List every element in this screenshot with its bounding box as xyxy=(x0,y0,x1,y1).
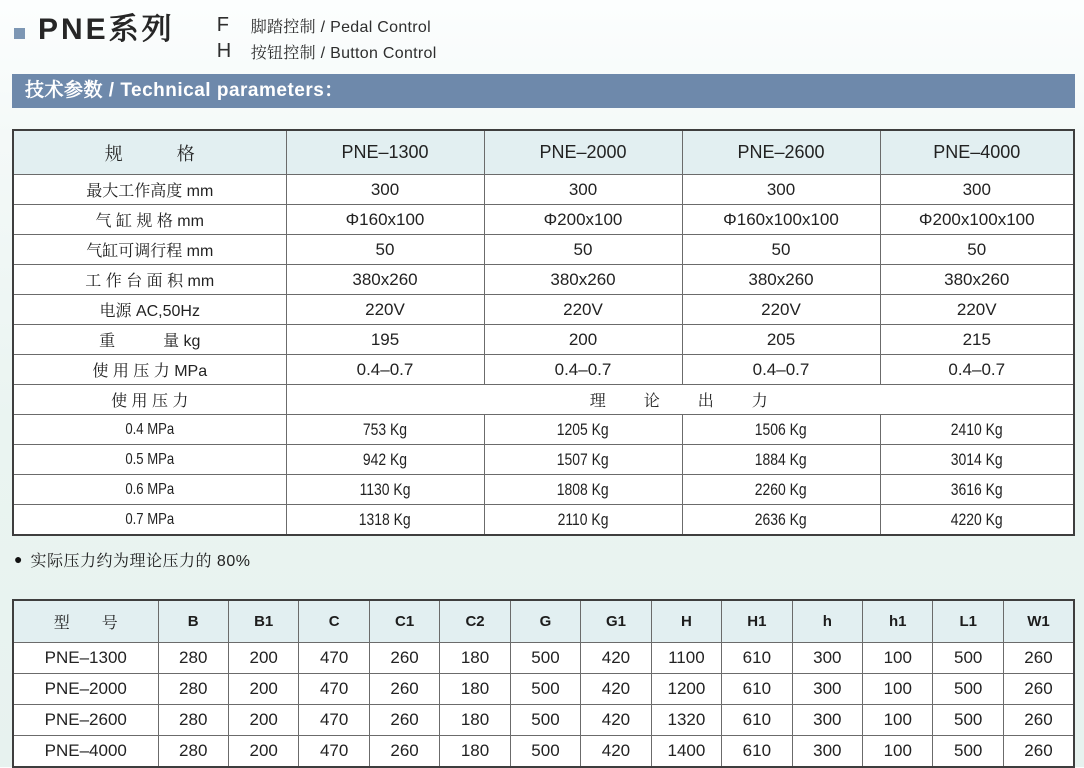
dim-cell: 200 xyxy=(228,736,298,768)
spec-cell: 300 xyxy=(286,175,484,205)
table-row xyxy=(13,445,1074,475)
dim-cell: 280 xyxy=(158,674,228,705)
spec-cell: 50 xyxy=(682,235,880,265)
table-row xyxy=(13,205,1074,235)
dim-cell: 300 xyxy=(792,643,862,674)
dim-cell: 470 xyxy=(299,674,369,705)
dim-cell: 200 xyxy=(228,674,298,705)
pressure-label-text: 0.4 MPa xyxy=(125,420,175,438)
spec-cell: 380x260 xyxy=(286,265,484,295)
dim-cell: 1400 xyxy=(651,736,721,768)
dim-cell: 260 xyxy=(1003,643,1074,674)
output-value: 4220 Kg xyxy=(950,509,1003,529)
dim-cell: 180 xyxy=(440,674,510,705)
dim-cell: 1320 xyxy=(651,705,721,736)
dim-cell: 420 xyxy=(581,736,651,768)
dim-cell: 260 xyxy=(369,705,439,736)
pressure-label-text: 0.5 MPa xyxy=(125,450,175,468)
spec-cell xyxy=(286,445,484,475)
model-name: PNE–1300 xyxy=(13,643,158,674)
legend-label: 脚踏控制 / Pedal Control xyxy=(250,18,431,36)
output-value: 3014 Kg xyxy=(950,449,1003,469)
table-row xyxy=(13,415,1074,445)
dim-cell: 610 xyxy=(722,736,792,768)
dim-cell: 500 xyxy=(933,643,1003,674)
dim-cell: 500 xyxy=(510,674,580,705)
spec-cell xyxy=(484,415,682,445)
span-row-value: 理 论 出 力 xyxy=(286,385,1074,415)
spec-col-header: PNE–2600 xyxy=(682,130,880,175)
dim-cell: 200 xyxy=(228,643,298,674)
table-row xyxy=(13,705,1074,736)
pressure-row-label xyxy=(13,415,286,445)
dim-cell: 280 xyxy=(158,736,228,768)
dim-cell: 260 xyxy=(369,674,439,705)
spec-cell: 380x260 xyxy=(682,265,880,295)
output-value: 1318 Kg xyxy=(359,509,411,529)
dim-cell: 260 xyxy=(369,736,439,768)
spec-cell xyxy=(286,505,484,536)
dim-cell: 500 xyxy=(510,736,580,768)
legend-row-pedal xyxy=(217,12,437,38)
spec-cell: 0.4–0.7 xyxy=(286,355,484,385)
dim-cell: 260 xyxy=(1003,674,1074,705)
spec-cell: 205 xyxy=(682,325,880,355)
spec-cell xyxy=(484,445,682,475)
table-row xyxy=(13,235,1074,265)
spec-cell: 220V xyxy=(880,295,1074,325)
dim-col-header: G xyxy=(510,600,580,643)
dim-cell: 180 xyxy=(440,643,510,674)
spec-cell xyxy=(286,415,484,445)
dim-cell: 180 xyxy=(440,705,510,736)
output-value: 2410 Kg xyxy=(950,419,1003,439)
dim-cell: 100 xyxy=(863,674,933,705)
dim-col-header: C1 xyxy=(369,600,439,643)
pressure-row-label xyxy=(13,475,286,505)
spec-cell xyxy=(880,445,1074,475)
spec-cell: 300 xyxy=(484,175,682,205)
dim-col-header: G1 xyxy=(581,600,651,643)
circle-bullet-icon: ● xyxy=(14,551,23,567)
dim-cell: 470 xyxy=(299,736,369,768)
dim-cell: 260 xyxy=(369,643,439,674)
dim-cell: 280 xyxy=(158,643,228,674)
spec-cell xyxy=(880,475,1074,505)
model-name: PNE–2600 xyxy=(13,705,158,736)
dim-cell: 500 xyxy=(933,736,1003,768)
dim-col-header: B xyxy=(158,600,228,643)
control-legend xyxy=(217,8,437,64)
spec-cell xyxy=(484,475,682,505)
spec-cell: 220V xyxy=(286,295,484,325)
table-row xyxy=(13,674,1074,705)
dimension-table xyxy=(12,599,1075,768)
output-value: 942 Kg xyxy=(362,449,408,469)
note-text: 实际压力约为理论压力的 80% xyxy=(30,552,251,570)
output-value: 1130 Kg xyxy=(359,479,411,499)
spec-cell: 220V xyxy=(682,295,880,325)
output-value: 753 Kg xyxy=(362,419,408,439)
spec-cell xyxy=(682,415,880,445)
table-row xyxy=(13,295,1074,325)
output-value: 3616 Kg xyxy=(950,479,1003,499)
table-row xyxy=(13,643,1074,674)
table-row xyxy=(13,736,1074,768)
dim-cell: 100 xyxy=(863,736,933,768)
spec-cell: Φ160x100 xyxy=(286,205,484,235)
dim-cell: 610 xyxy=(722,674,792,705)
dim-cell: 300 xyxy=(792,674,862,705)
dim-cell: 1100 xyxy=(651,643,721,674)
dim-cell: 100 xyxy=(863,643,933,674)
pressure-row-label xyxy=(13,445,286,475)
output-value: 1808 Kg xyxy=(557,479,609,499)
spec-col-header: PNE–1300 xyxy=(286,130,484,175)
dim-cell: 260 xyxy=(1003,736,1074,768)
spec-cell: 0.4–0.7 xyxy=(682,355,880,385)
spec-col-header: 规 格 xyxy=(13,130,286,175)
spec-cell: 215 xyxy=(880,325,1074,355)
dim-col-header: C xyxy=(299,600,369,643)
dim-cell: 470 xyxy=(299,643,369,674)
dim-cell: 420 xyxy=(581,705,651,736)
spec-cell: 300 xyxy=(682,175,880,205)
spec-cell: 300 xyxy=(880,175,1074,205)
dim-cell: 200 xyxy=(228,705,298,736)
table-row xyxy=(13,505,1074,536)
dim-cell: 500 xyxy=(933,705,1003,736)
model-name: PNE–2000 xyxy=(13,674,158,705)
dim-col-header: W1 xyxy=(1003,600,1074,643)
dim-col-header: h xyxy=(792,600,862,643)
spec-cell: 0.4–0.7 xyxy=(484,355,682,385)
spec-cell: 380x260 xyxy=(880,265,1074,295)
actual-pressure-note xyxy=(14,547,1084,571)
spec-cell xyxy=(880,505,1074,536)
dim-cell: 1200 xyxy=(651,674,721,705)
output-value: 1884 Kg xyxy=(755,449,807,469)
dim-cell: 300 xyxy=(792,705,862,736)
spec-cell xyxy=(880,415,1074,445)
spec-cell: Φ200x100 xyxy=(484,205,682,235)
dim-cell: 260 xyxy=(1003,705,1074,736)
spec-cell: Φ160x100x100 xyxy=(682,205,880,235)
table-row xyxy=(13,265,1074,295)
pressure-label-text: 0.7 MPa xyxy=(125,510,175,528)
section-banner: 技术参数 / Technical parameters： xyxy=(12,74,1075,108)
theoretical-output-row xyxy=(13,385,1074,415)
spec-header-row xyxy=(13,130,1074,175)
output-value: 2260 Kg xyxy=(755,479,807,499)
dim-cell: 420 xyxy=(581,674,651,705)
dim-cell: 500 xyxy=(510,643,580,674)
spec-cell xyxy=(682,475,880,505)
dim-cell: 500 xyxy=(510,705,580,736)
spec-cell: 220V xyxy=(484,295,682,325)
output-value: 2110 Kg xyxy=(557,509,609,529)
dim-cell: 100 xyxy=(863,705,933,736)
output-value: 1506 Kg xyxy=(755,419,807,439)
table-row xyxy=(13,355,1074,385)
page-title: PNE系列 xyxy=(38,13,175,46)
table-row xyxy=(13,475,1074,505)
spec-cell: 380x260 xyxy=(484,265,682,295)
dim-cell: 280 xyxy=(158,705,228,736)
dim-col-header: C2 xyxy=(440,600,510,643)
spec-row-label: 使 用 压 力 MPa xyxy=(13,355,286,385)
dim-cell: 300 xyxy=(792,736,862,768)
spec-row-label: 电源 AC,50Hz xyxy=(13,295,286,325)
spec-col-header: PNE–4000 xyxy=(880,130,1074,175)
spec-cell: 50 xyxy=(484,235,682,265)
spec-row-label: 重 量 kg xyxy=(13,325,286,355)
legend-key: F xyxy=(216,14,229,36)
spec-cell: Φ200x100x100 xyxy=(880,205,1074,235)
legend-row-button xyxy=(217,38,437,64)
dim-cell: 470 xyxy=(299,705,369,736)
legend-label: 按钮控制 / Button Control xyxy=(250,44,437,62)
span-row-label: 使 用 压 力 xyxy=(13,385,286,415)
output-value: 1507 Kg xyxy=(557,449,609,469)
dim-cell: 180 xyxy=(440,736,510,768)
dim-cell: 610 xyxy=(722,643,792,674)
spec-cell xyxy=(682,445,880,475)
table-row xyxy=(13,175,1074,205)
title-bullet-icon xyxy=(14,28,25,39)
dim-header-row xyxy=(13,600,1074,643)
spec-row-label: 工 作 台 面 积 mm xyxy=(13,265,286,295)
output-value: 2636 Kg xyxy=(755,509,807,529)
spec-cell: 195 xyxy=(286,325,484,355)
spec-row-label: 最大工作高度 mm xyxy=(13,175,286,205)
spec-row-label: 气 缸 规 格 mm xyxy=(13,205,286,235)
spec-cell xyxy=(286,475,484,505)
output-value: 1205 Kg xyxy=(557,419,609,439)
spec-cell: 200 xyxy=(484,325,682,355)
pressure-label-text: 0.6 MPa xyxy=(125,480,175,498)
pressure-row-label xyxy=(13,505,286,536)
dim-cell: 610 xyxy=(722,705,792,736)
spec-row-label: 气缸可调行程 mm xyxy=(13,235,286,265)
spec-table xyxy=(12,129,1075,536)
dim-col-header: B1 xyxy=(228,600,298,643)
spec-cell xyxy=(484,505,682,536)
dim-cell: 500 xyxy=(933,674,1003,705)
spec-cell: 50 xyxy=(286,235,484,265)
dim-col-header: H xyxy=(651,600,721,643)
legend-key: H xyxy=(216,40,232,62)
dim-col-header: h1 xyxy=(863,600,933,643)
spec-col-header: PNE–2000 xyxy=(484,130,682,175)
dim-cell: 420 xyxy=(581,643,651,674)
page-header xyxy=(0,0,1084,68)
spec-cell xyxy=(682,505,880,536)
model-name: PNE–4000 xyxy=(13,736,158,768)
spec-cell: 50 xyxy=(880,235,1074,265)
dim-col-header: L1 xyxy=(933,600,1003,643)
table-row xyxy=(13,325,1074,355)
spec-cell: 0.4–0.7 xyxy=(880,355,1074,385)
dim-col-header-model: 型 号 xyxy=(13,600,158,643)
dim-col-header: H1 xyxy=(722,600,792,643)
